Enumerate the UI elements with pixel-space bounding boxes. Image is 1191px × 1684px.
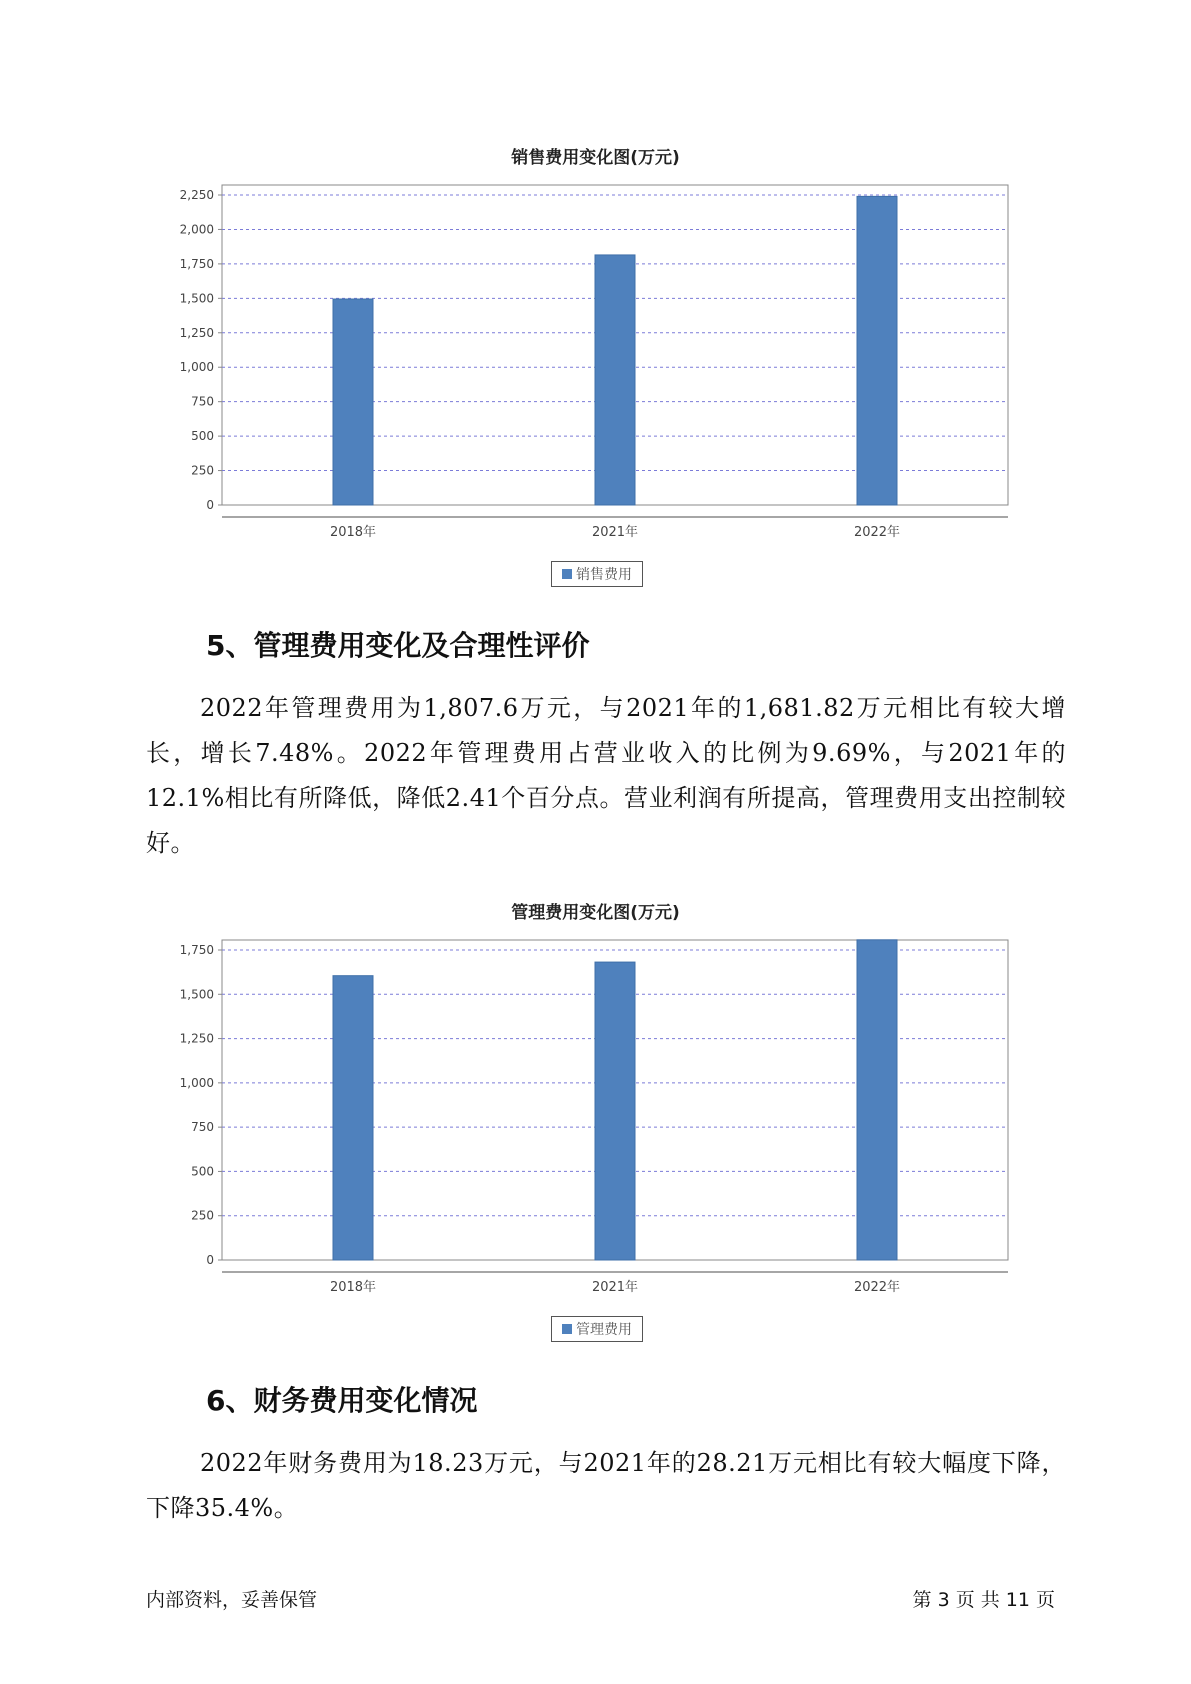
chart-title: 销售费用变化图(万元): [511, 148, 680, 168]
legend-swatch: [562, 1324, 572, 1334]
y-tick-label: 2,000: [179, 222, 214, 237]
chart-legend: [551, 561, 643, 587]
bar: [595, 962, 635, 1260]
chart-title: 管理费用变化图(万元): [511, 903, 680, 923]
sales-expense-chart-svg: [150, 170, 1030, 540]
x-tick-label: 2021年: [591, 525, 639, 540]
footer-right: 第 3 页 共 11 页: [912, 1589, 1055, 1611]
x-tick-label: 2018年: [329, 525, 377, 540]
bar: [333, 976, 373, 1260]
y-tick-label: 1,500: [179, 987, 214, 1002]
bar: [857, 196, 897, 505]
bar: [595, 255, 635, 505]
x-tick-label: 2018年: [329, 1280, 377, 1295]
legend-label: 销售费用: [576, 567, 632, 583]
sales-expense-chart: [150, 170, 1030, 540]
y-tick-label: 1,500: [179, 291, 214, 306]
y-tick-label: 750: [191, 394, 214, 409]
x-tick-label: 2022年: [853, 1280, 901, 1295]
y-tick-label: 0: [206, 498, 214, 512]
y-tick-label: 1,750: [179, 943, 214, 957]
y-tick-label: 250: [191, 1208, 214, 1223]
y-tick-label: 750: [191, 1120, 214, 1135]
legend-swatch: [562, 569, 572, 579]
management-expense-chart-svg: [150, 925, 1030, 1295]
y-tick-label: 1,750: [179, 256, 214, 271]
y-tick-label: 1,000: [179, 360, 214, 375]
management-expense-chart: [150, 925, 1030, 1295]
section-heading: 5、管理费用变化及合理性评价: [206, 629, 590, 662]
section-paragraph: 2022年财务费用为18.23万元，与2021年的28.21万元相比有较大幅度下降，下降35.4%。: [146, 1449, 1066, 1522]
y-tick-label: 2,250: [179, 188, 214, 202]
chart-legend: [551, 1316, 643, 1342]
y-tick-label: 500: [191, 429, 214, 444]
y-tick-label: 500: [191, 1164, 214, 1179]
x-tick-label: 2021年: [591, 1280, 639, 1295]
bar: [333, 299, 373, 505]
y-tick-label: 1,000: [179, 1075, 214, 1090]
y-tick-label: 0: [206, 1253, 214, 1267]
y-tick-label: 1,250: [179, 325, 214, 340]
footer-left: 内部资料，妥善保管: [146, 1589, 318, 1611]
y-tick-label: 250: [191, 463, 214, 478]
legend-label: 管理费用: [576, 1322, 632, 1338]
section-heading: 6、财务费用变化情况: [206, 1384, 478, 1417]
x-tick-label: 2022年: [853, 525, 901, 540]
bar: [857, 940, 897, 1260]
section-paragraph: 2022年管理费用为1,807.6万元，与2021年的1,681.82万元相比有较大增长，增长7.48%。2022年管理费用占营业收入的比例为9.69%，与2021年的12.1%相比有所降低，降低2.41个百分点。营业利润有所提高，管理费用支出控制较好。: [146, 694, 1066, 857]
y-tick-label: 1,250: [179, 1031, 214, 1046]
